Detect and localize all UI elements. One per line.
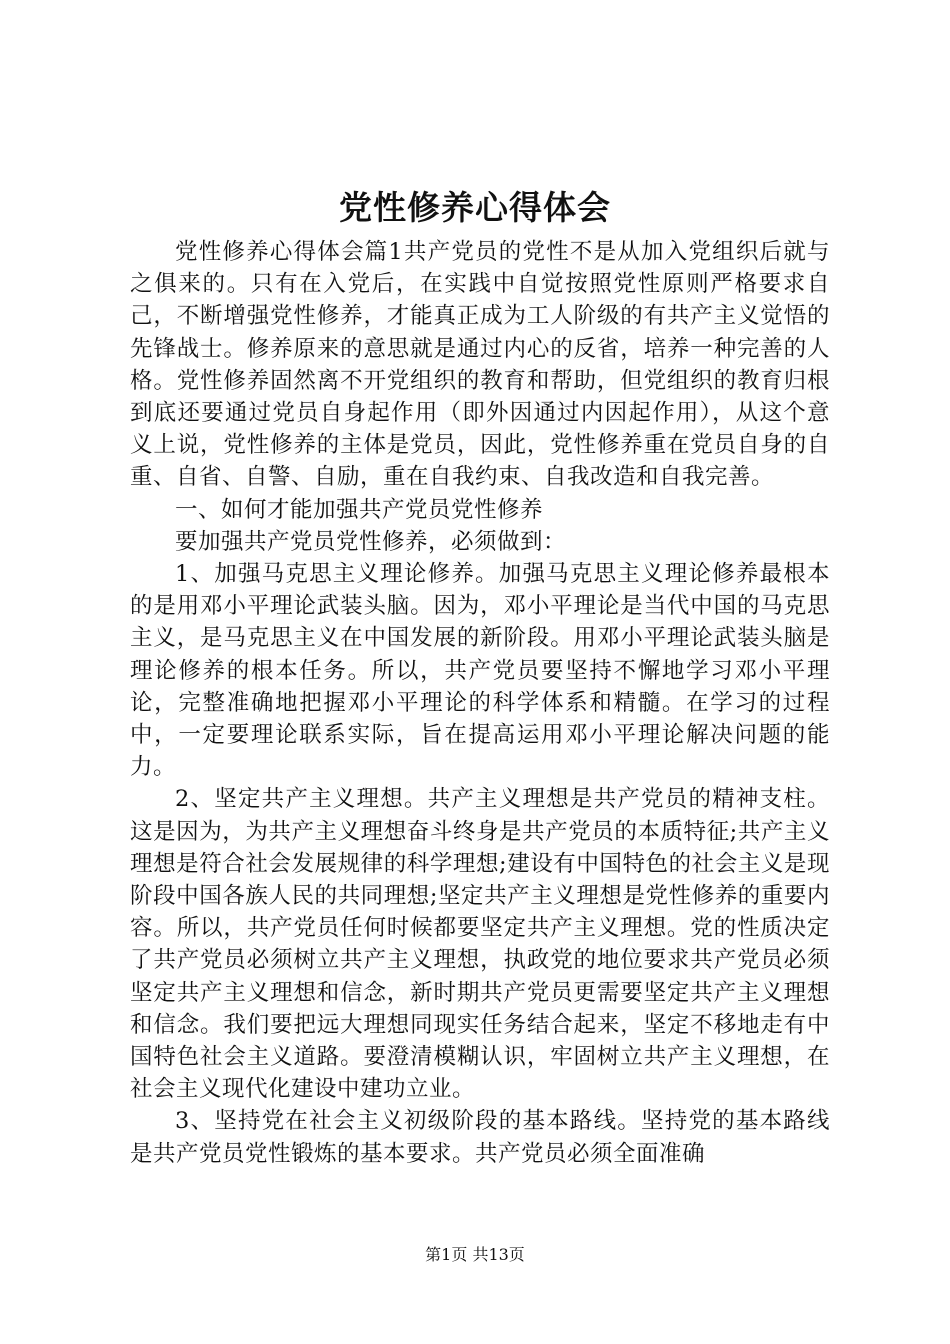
paragraph-point-2: 2、坚定共产主义理想。共产主义理想是共产党员的精神支柱。这是因为，为共产主义理想奋斗终身是共产党员的本质特征;共产主义理想是符合社会发展规律的科学理想;建设有中国特色的社会主义是现阶段中国各族人民的共同理想;坚定共产主义理想是党性修养的重要内容。所以，共产党员任何时候都要坚定共产主义理想。党的性质决定了共产党员必须树立共产主义理想，执政党的地位要求共产党员必须坚定共产主义理想和信念，新时期共产党员更需要坚定共产主义理想和信念。我们要把远大理想同现实任务结合起来，坚定不移地走有中国特色社会主义道路。要澄清模糊认识，牢固树立共产主义理想，在社会主义现代化建设中建功立业。: [130, 786, 830, 1103]
paragraph-point-1: 1、加强马克思主义理论修养。加强马克思主义理论修养最根本的是用邓小平理论武装头脑。因为，邓小平理论是当代中国的马克思主义，是马克思主义在中国发展的新阶段。用邓小平理论武装头脑是理论修养的根本任务。所以，共产党员要坚持不懈地学习邓小平理论，完整准确地把握邓小平理论的科学体系和精髓。在学习的过程中，一定要理论联系实际，旨在提高运用邓小平理论解决问题的能力。: [130, 561, 830, 781]
page-number-footer: 第1页 共13页: [425, 1245, 525, 1264]
document-body: [130, 236, 830, 1170]
paragraph-intro: 党性修养心得体会篇1共产党员的党性不是从加入党组织后就与之俱来的。只有在入党后，在实践中自觉按照党性原则严格要求自己，不断增强党性修养，才能真正成为工人阶级的有共产主义觉悟的先锋战士。修养原来的意思就是通过内心的反省，培养一种完善的人格。党性修养固然离不开党组织的教育和帮助，但党组织的教育归根到底还要通过党员自身起作用（即外因通过内因起作用），从这个意义上说，党性修养的主体是党员，因此，党性修养重在党员自身的自重、自省、自警、自励，重在自我约束、自我改造和自我完善。: [130, 239, 830, 491]
document-title: 党性修养心得体会: [339, 188, 611, 227]
paragraph-heading-1: 一、如何才能加强共产党员党性修养: [175, 496, 544, 523]
paragraph-lead: 要加强共产党员党性修养，必须做到：: [175, 528, 567, 555]
paragraph-point-3: 3、坚持党在社会主义初级阶段的基本路线。坚持党的基本路线是共产党员党性锻炼的基本要求。共产党员必须全面准确: [130, 1108, 830, 1167]
